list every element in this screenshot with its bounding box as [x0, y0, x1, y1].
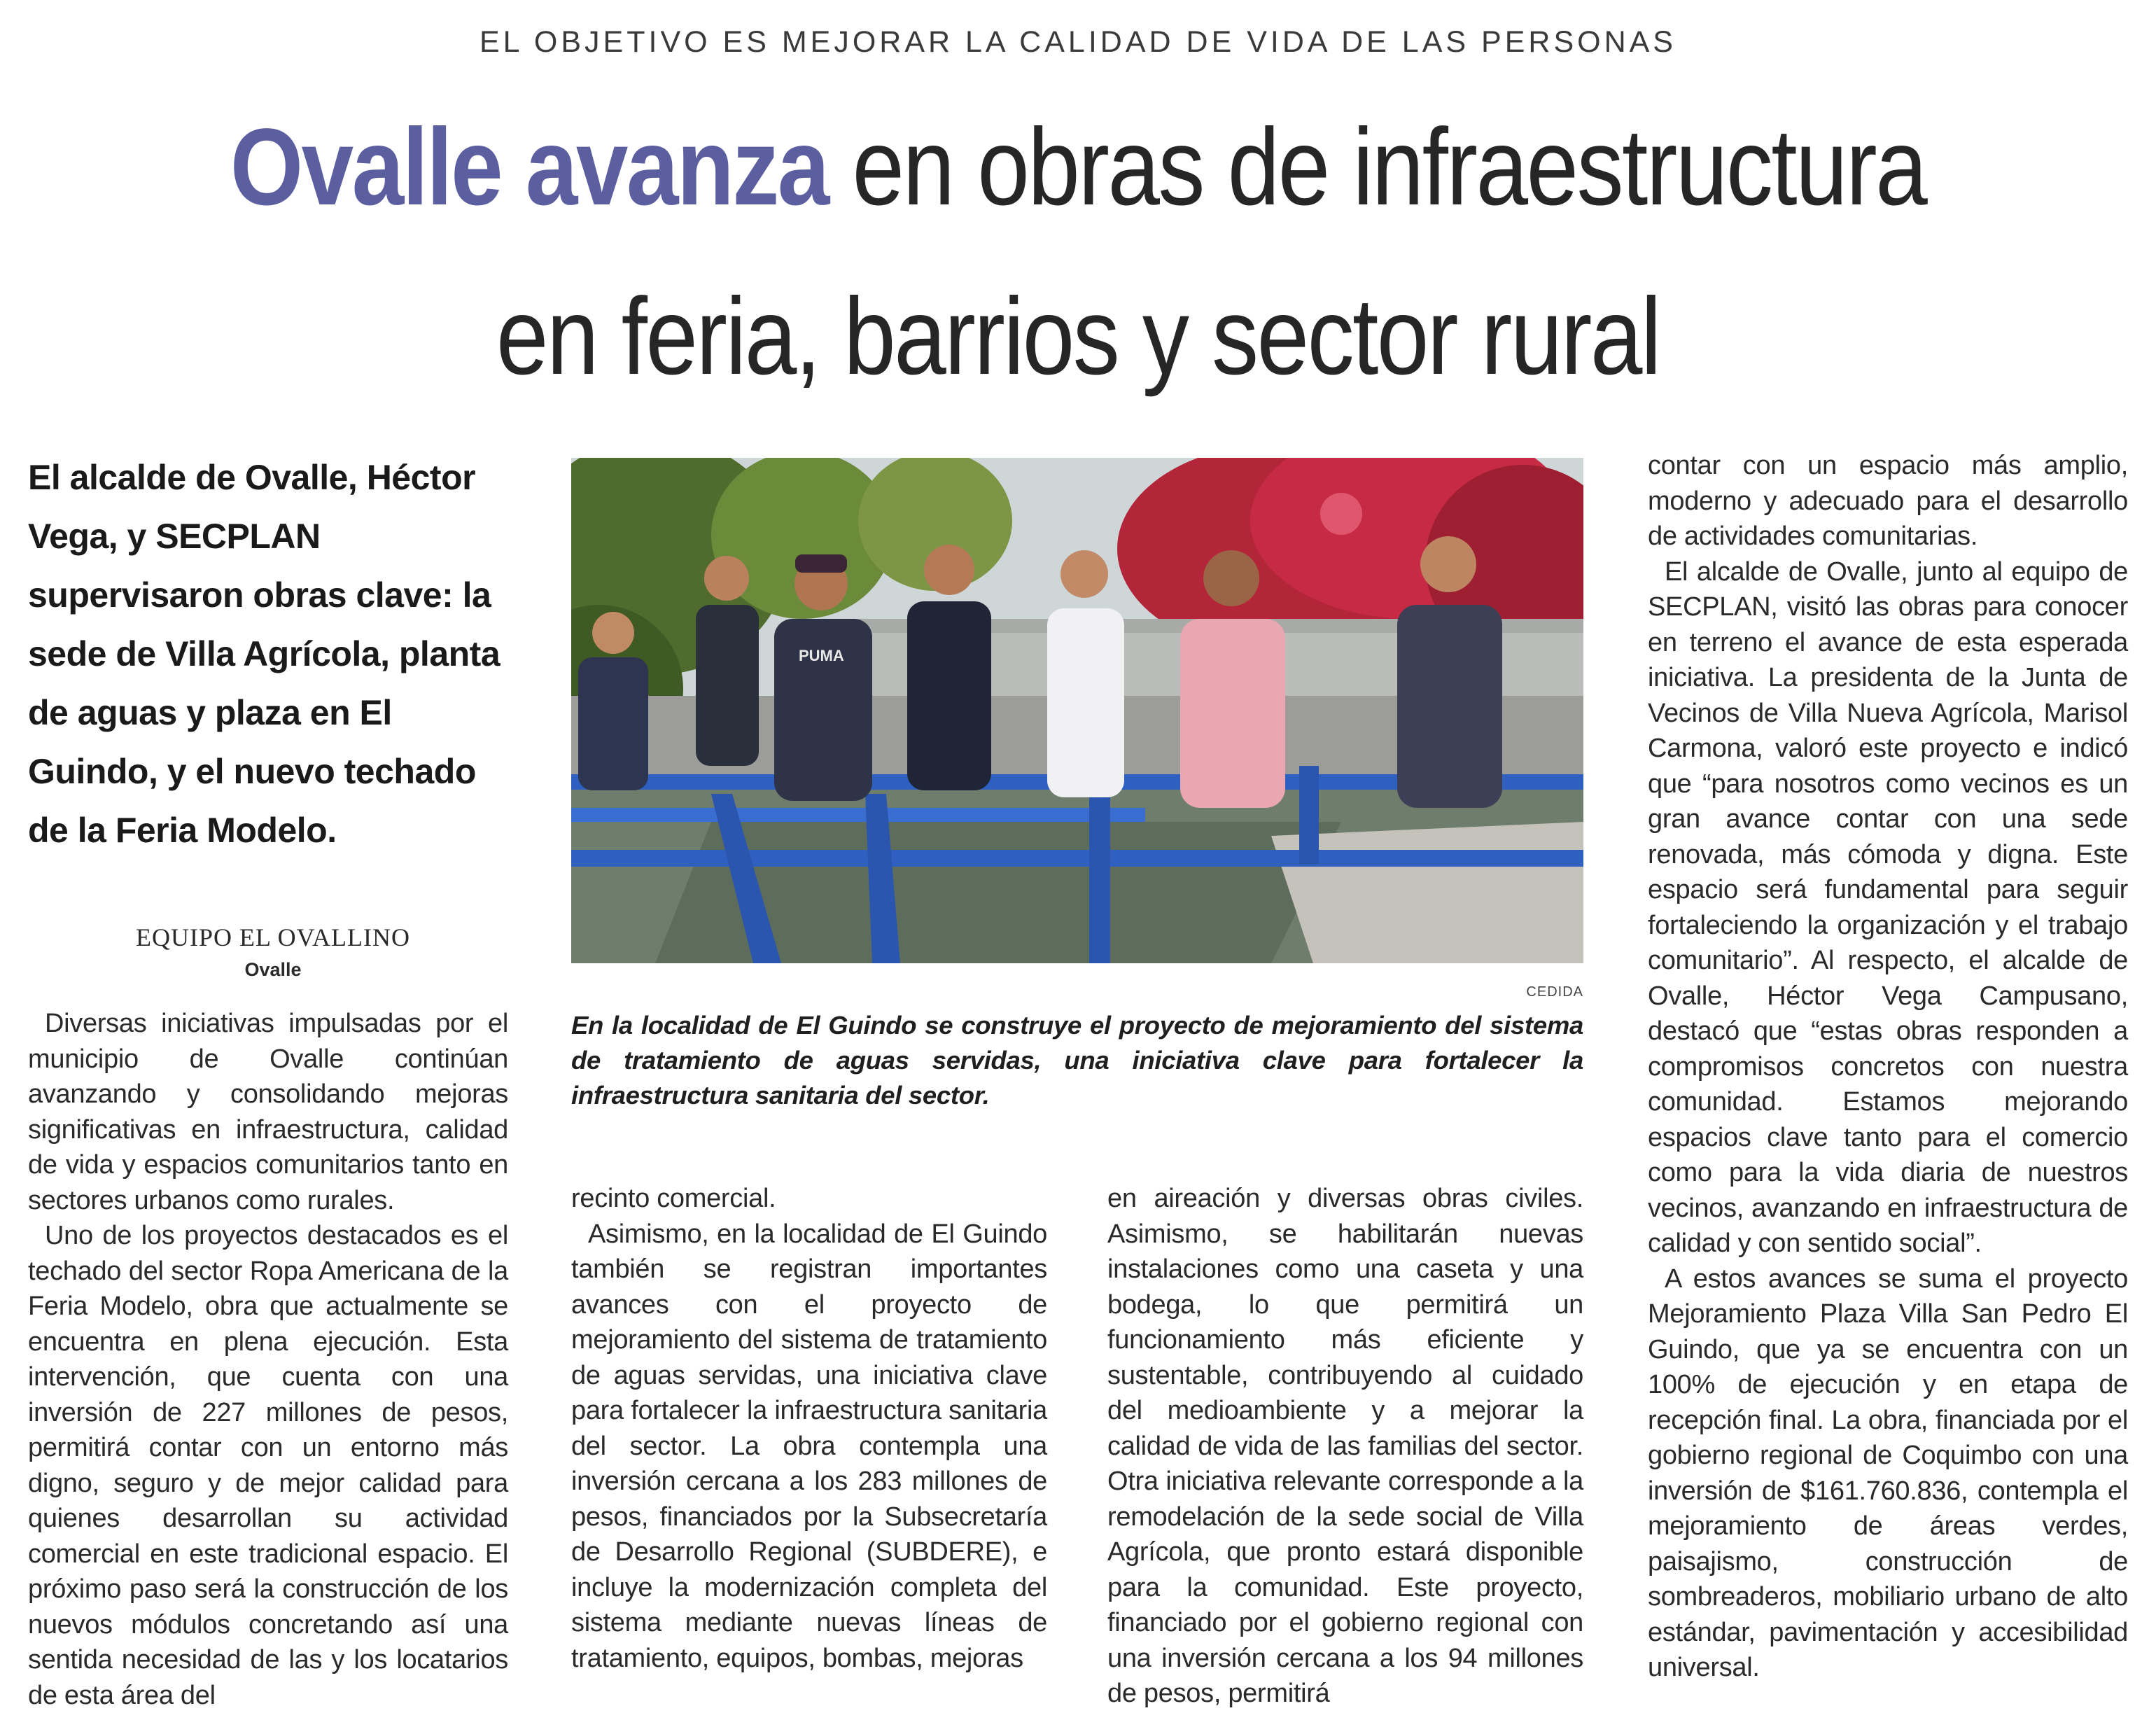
photo-caption: En la localidad de El Guindo se construye el proyecto de mejoramiento del sistema de tratamiento de aguas servidas, una iniciativa clave para fortalecer la infraestructura sanitaria del sector. — [571, 1011, 1583, 1110]
shirt-text: PUMA — [799, 647, 844, 664]
body-column-3 — [1107, 1181, 1583, 1712]
article-photo — [571, 458, 1583, 963]
headline — [187, 83, 1969, 421]
body-column-1 — [28, 1006, 508, 1713]
paragraph: en aireación y diversas obras civiles. Asimismo, se habilitarán nuevas instalaciones como una caseta y una bodega, lo que permitirá un funcionamiento más eficiente y sustentable, contribuyendo al cuidado del medioambiente y a mejorar la calidad de vida de las familias del sector. Otra iniciativa relevante corresponde a la remodelación de la sede social de Villa Agrícola, que pronto estará disponible para la comunidad. Este proyecto, financiado por el gobierno regional con una inversión cercana a los 94 millones de pesos, permitirá — [1107, 1184, 1583, 1708]
photo-illustration — [571, 458, 1583, 963]
body-column-2 — [571, 1181, 1047, 1676]
paragraph: recinto comercial. — [571, 1184, 776, 1213]
body-column-4 — [1648, 448, 2128, 1686]
headline-accent: Ovalle avanza — [230, 106, 828, 228]
paragraph: El alcalde de Ovalle, junto al equipo de SECPLAN, visitó las obras para conocer en terreno el avance de esta esperada iniciativa. La presidenta de la Junta de Vecinos de Villa Nueva Agrícola, Marisol Carmona, valoró este proyecto e indicó que “para nosotros como vecinos es un gran avance contar con una sede renovada, más cómoda y digna. Este espacio será fundamental para seguir fortaleciendo la organización y el trabajo comunitario”. Al respecto, el alcalde de Ovalle, Héctor Vega Campusano, destacó que “estas obras responden a compromisos concretos con nuestra comunidad. Estamos mejorando espacios clave tanto para el comercio como para la vida diaria de nuestros vecinos, avanzando en infraestructura de calidad y con sentido social”. — [1648, 557, 2128, 1258]
byline-location: Ovalle — [244, 959, 302, 980]
kicker: EL OBJETIVO ES MEJORAR LA CALIDAD DE VIDA DE LAS PERSONAS — [479, 25, 1676, 59]
photo-credit: CEDIDA — [1526, 984, 1583, 1000]
lead-summary: El alcalde de Ovalle, Héctor Vega, y SECPLAN supervisaron obras clave: la sede de Villa Agrícola, planta de aguas y plaza en El Guindo, y el nuevo techado de la Feria Modelo. — [28, 458, 500, 850]
paragraph: contar con un espacio más amplio, moderno y adecuado para el desarrollo de actividades comunitarias. — [1648, 451, 2128, 551]
paragraph: Diversas iniciativas impulsadas por el municipio de Ovalle continúan avanzando y consolidando mejoras significativas en infraestructura, calidad de vida y espacios comunitarios tanto en sectores urbanos como rurales. — [28, 1009, 508, 1215]
paragraph: A estos avances se suma el proyecto Mejoramiento Plaza Villa San Pedro El Guindo, que ya se encuentra con un 100% de ejecución y en etapa de recepción final. La obra, financiada por el gobierno regional de Coquimbo con una inversión de $161.760.836, contempla el mejoramiento de áreas verdes, paisajismo, construcción de sombreaderos, mobiliario urbano de alto estándar, pavimentación y accesibilidad universal. — [1648, 1264, 2128, 1682]
byline-author: EQUIPO EL OVALLINO — [136, 923, 410, 951]
headline-rest: en obras de infraestructura en feria, barrios y sector rural — [496, 106, 1926, 398]
paragraph: Asimismo, en la localidad de El Guindo también se registran importantes avances con el proyecto de mejoramiento del sistema de tratamiento de aguas servidas, una iniciativa clave para fortalecer la infraestructura sanitaria del sector. La obra contempla una inversión cercana a los 283 millones de pesos, financiados por la Subsecretaría de Desarrollo Regional (SUBDERE), e incluye la modernización completa del sistema mediante nuevas líneas de tratamiento, equipos, bombas, mejoras — [571, 1219, 1047, 1673]
paragraph: Uno de los proyectos destacados es el techado del sector Ropa Americana de la Feria Modelo, obra que actualmente se encuentra en plena ejecución. Esta intervención, que cuenta con una inversión de 227 millones de pesos, permitirá contar con un entorno más digno, seguro y de mejor calidad para quienes desarrollan su actividad comercial en este tradicional espacio. El próximo paso será la construcción de los nuevos módulos concretando así una sentida necesidad de las y los locatarios de esta área del — [28, 1221, 508, 1710]
